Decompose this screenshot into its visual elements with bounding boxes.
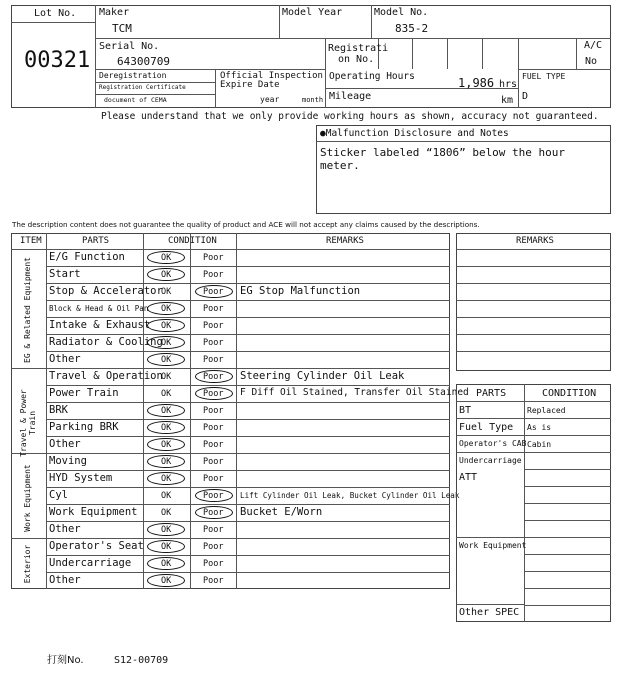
divider <box>447 38 448 69</box>
row-divider <box>11 453 450 454</box>
ok-label: OK <box>161 491 172 501</box>
model-no-label: Model No. <box>374 7 429 18</box>
ok-circle-mark <box>147 557 185 570</box>
month-label: month <box>302 96 324 104</box>
model-year-label: Model Year <box>282 7 343 18</box>
table-row-part: Radiator & Cooling <box>49 336 163 348</box>
description-disclaimer: The description content does not guarantee the quality of product and ACE will not accept any claims caused by the descriptions. <box>12 220 480 229</box>
table-row-part: Block & Head & Oil Pan <box>49 304 149 313</box>
spec-bt-value: Replaced <box>527 406 566 415</box>
table-row-remark: Steering Cylinder Oil Leak <box>240 370 405 382</box>
spec-row-divider <box>524 520 611 521</box>
poor-label: Poor <box>203 372 224 382</box>
ok-circle-mark <box>147 319 185 332</box>
column-divider <box>46 233 47 589</box>
poor-label: Poor <box>203 474 224 484</box>
spec-row-divider <box>456 604 524 605</box>
row-divider <box>46 521 450 522</box>
poor-label: Poor <box>203 576 224 586</box>
table-row-part: Undercarriage <box>49 557 132 569</box>
table-row-part: E/G Function <box>49 251 125 263</box>
ok-circle-mark <box>147 268 185 281</box>
spec-row-divider <box>524 486 611 487</box>
spec-row-divider <box>524 571 611 572</box>
ok-circle-mark <box>147 438 185 451</box>
spec-row-divider <box>524 503 611 504</box>
row-divider <box>46 419 450 420</box>
poor-label: Poor <box>203 440 224 450</box>
ok-circle-mark <box>147 540 185 553</box>
divider <box>95 69 325 70</box>
poor-circle-mark <box>195 489 233 502</box>
ok-label: OK <box>161 525 172 535</box>
serial-value: 64300709 <box>117 55 170 68</box>
ok-label: OK <box>161 542 172 552</box>
table-row-part: Other <box>49 353 81 365</box>
group-eg-related: EG & Related Equipment <box>23 257 32 363</box>
malfunction-text: Sticker labeled “1806” below the hour <box>320 146 566 159</box>
ok-circle-mark <box>147 353 185 366</box>
right-remarks-row-divider <box>456 300 611 301</box>
ok-label: OK <box>161 338 172 348</box>
ok-label: OK <box>161 474 172 484</box>
ok-label: OK <box>161 253 172 263</box>
operating-hours-value: 1,986 <box>458 76 495 90</box>
spec-row-divider <box>524 469 611 470</box>
group-travel-power: Travel & Power Train <box>19 389 37 457</box>
hours-unit: hrs <box>499 79 518 90</box>
row-divider <box>46 351 450 352</box>
right-remarks-row-divider <box>456 283 611 284</box>
divider <box>279 5 280 38</box>
poor-label: Poor <box>203 559 224 569</box>
table-row-part: Parking BRK <box>49 421 119 433</box>
divider <box>95 82 215 83</box>
ok-label: OK <box>161 406 172 416</box>
inspection-label: Official Inspection <box>220 71 323 81</box>
row-divider <box>46 385 450 386</box>
row-divider <box>46 555 450 556</box>
stamp-label: 打刻No. <box>47 655 84 666</box>
table-row-part: Other <box>49 438 81 450</box>
right-remarks-header: REMARKS <box>516 236 554 246</box>
row-divider <box>46 504 450 505</box>
spec-row-divider <box>456 537 524 538</box>
divider <box>371 5 372 38</box>
ok-circle-mark <box>147 421 185 434</box>
spec-att-label: ATT <box>459 472 478 483</box>
spec-row-divider <box>524 554 611 555</box>
spec-bt-label: BT <box>459 405 472 416</box>
divider <box>215 69 216 108</box>
poor-label: Poor <box>203 270 224 280</box>
column-divider <box>236 233 237 589</box>
row-divider <box>46 283 450 284</box>
poor-circle-mark <box>195 506 233 519</box>
table-row-part: Other <box>49 574 81 586</box>
ok-circle-mark <box>147 472 185 485</box>
poor-label: Poor <box>203 423 224 433</box>
condition-header: CONDITION <box>168 236 217 246</box>
row-divider <box>11 538 450 539</box>
model-no-value: 835-2 <box>395 22 429 35</box>
table-row-part: HYD System <box>49 472 113 484</box>
poor-label: Poor <box>203 491 224 501</box>
spec-row-divider <box>524 537 611 538</box>
spec-undercarriage-label: Undercarriage <box>459 456 522 465</box>
spec-fuel-label: Fuel Type <box>459 422 514 433</box>
row-divider <box>46 402 450 403</box>
year-label: year <box>260 95 280 104</box>
maker-value: TCM <box>112 22 132 35</box>
right-remarks-row-divider <box>456 266 611 267</box>
table-row-part: Power Train <box>49 387 119 399</box>
poor-label: Poor <box>203 525 224 535</box>
poor-label: Poor <box>203 287 224 297</box>
table-row-part: Travel & Operation <box>49 370 163 382</box>
divider <box>325 38 326 108</box>
divider <box>316 141 611 142</box>
poor-label: Poor <box>203 389 224 399</box>
spec-cab-label: Operator's CAB <box>459 439 527 448</box>
table-row-part: Moving <box>49 455 87 467</box>
ok-label: OK <box>161 355 172 365</box>
ok-label: OK <box>161 440 172 450</box>
spec-row-divider <box>456 418 611 419</box>
spec-parts-header: PARTS <box>476 388 507 399</box>
right-remarks-row-divider <box>456 317 611 318</box>
hours-disclaimer: Please understand that we only provide working hours as shown, accuracy not guaranteed. <box>101 111 599 122</box>
poor-label: Poor <box>203 457 224 467</box>
table-row-part: Start <box>49 268 81 280</box>
ok-label: OK <box>161 389 172 399</box>
table-row-remark: Lift Cylinder Oil Leak, Bucket Cylinder Oil Leak <box>240 491 460 500</box>
ok-label: OK <box>161 287 172 297</box>
spec-row-divider <box>524 605 611 606</box>
divider <box>518 38 519 108</box>
table-row-part: Work Equipment <box>49 506 138 518</box>
ok-circle-mark <box>147 574 185 587</box>
ok-label: OK <box>161 423 172 433</box>
ok-circle-mark <box>147 251 185 264</box>
row-divider <box>46 334 450 335</box>
row-divider <box>46 436 450 437</box>
table-row-remark: EG Stop Malfunction <box>240 285 361 297</box>
poor-label: Poor <box>203 304 224 314</box>
mileage-label: Mileage <box>329 91 372 102</box>
ok-label: OK <box>161 508 172 518</box>
deregistration-label: Deregistration <box>99 71 167 80</box>
poor-circle-mark <box>195 370 233 383</box>
remarks-header: REMARKS <box>326 236 364 246</box>
ok-circle-mark <box>147 455 185 468</box>
ok-circle-mark <box>147 336 185 349</box>
spec-row-divider <box>524 588 611 589</box>
row-divider <box>46 317 450 318</box>
spec-fuel-value: As is <box>527 423 552 432</box>
registration-certificate-label: Registration Certificate <box>99 84 186 91</box>
divider <box>95 5 96 108</box>
serial-label: Serial No. <box>99 41 160 52</box>
ok-label: OK <box>161 270 172 280</box>
divider <box>11 22 95 23</box>
right-remarks-header-divider <box>456 249 611 250</box>
inspection-label-2: Expire Date <box>220 80 280 90</box>
table-row-part: Intake & Exhaust <box>49 319 151 331</box>
poor-label: Poor <box>203 338 224 348</box>
row-divider <box>46 300 450 301</box>
row-divider <box>46 487 450 488</box>
column-divider <box>190 233 191 589</box>
group-work-equipment: Work Equipment <box>23 464 32 532</box>
spec-row-divider <box>456 452 611 453</box>
divider <box>576 38 577 69</box>
operating-hours-label: Operating Hours <box>329 71 415 82</box>
cema-label: document of CEMA <box>104 96 167 104</box>
spec-cab-value: Cabin <box>527 440 552 449</box>
registration-label: Registrati <box>328 43 389 54</box>
divider <box>412 38 413 69</box>
lot-label: Lot No. <box>34 8 77 19</box>
spec-other-label: Other SPEC <box>459 607 520 618</box>
row-divider <box>46 470 450 471</box>
parts-header: PARTS <box>82 236 110 246</box>
ok-label: OK <box>161 304 172 314</box>
poor-label: Poor <box>203 508 224 518</box>
poor-label: Poor <box>203 355 224 365</box>
right-remarks-row-divider <box>456 334 611 335</box>
ok-label: OK <box>161 559 172 569</box>
ok-circle-mark <box>147 302 185 315</box>
header-divider <box>11 249 450 250</box>
row-divider <box>46 266 450 267</box>
ok-label: OK <box>161 321 172 331</box>
poor-label: Poor <box>203 406 224 416</box>
malfunction-text-2: meter. <box>320 159 360 172</box>
row-divider <box>11 368 450 369</box>
divider <box>95 38 611 39</box>
poor-label: Poor <box>203 321 224 331</box>
item-header: ITEM <box>20 236 42 246</box>
poor-label: Poor <box>203 253 224 263</box>
divider <box>482 38 483 69</box>
ok-label: OK <box>161 372 172 382</box>
spec-work-equipment-label: Work Equipment <box>459 541 527 550</box>
table-row-part: Operator's Seat <box>49 540 144 552</box>
divider <box>518 69 611 70</box>
ac-label: A/C <box>584 40 603 51</box>
spec-row-divider <box>456 401 611 402</box>
ac-value: No <box>585 56 598 67</box>
fuel-type-label: FUEL TYPE <box>522 72 566 81</box>
mileage-unit: km <box>501 95 514 106</box>
group-exterior: Exterior <box>23 544 32 584</box>
ok-circle-mark <box>147 523 185 536</box>
table-row-part: BRK <box>49 404 68 416</box>
table-row-remark: F Diff Oil Stained, Transfer Oil Stained <box>240 387 469 398</box>
registration-label-2: on No. <box>338 54 375 65</box>
fuel-type-value: D <box>522 91 529 102</box>
right-remarks-row-divider <box>456 351 611 352</box>
header-box <box>11 5 611 108</box>
table-row-part: Cyl <box>49 489 68 501</box>
stamp-value: S12-00709 <box>114 655 169 666</box>
table-row-part: Other <box>49 523 81 535</box>
poor-circle-mark <box>195 285 233 298</box>
spec-row-divider <box>456 435 611 436</box>
ok-circle-mark <box>147 404 185 417</box>
ok-label: OK <box>161 576 172 586</box>
poor-label: Poor <box>203 542 224 552</box>
malfunction-title: ●Malfunction Disclosure and Notes <box>320 128 509 139</box>
poor-circle-mark <box>195 387 233 400</box>
table-row-part: Stop & Accelerator <box>49 285 163 297</box>
ok-label: OK <box>161 457 172 467</box>
row-divider <box>46 572 450 573</box>
spec-condition-header: CONDITION <box>542 388 597 399</box>
lot-number: 00321 <box>24 48 91 73</box>
divider <box>95 94 215 95</box>
maker-label: Maker <box>99 7 130 18</box>
table-row-remark: Bucket E/Worn <box>240 506 323 518</box>
